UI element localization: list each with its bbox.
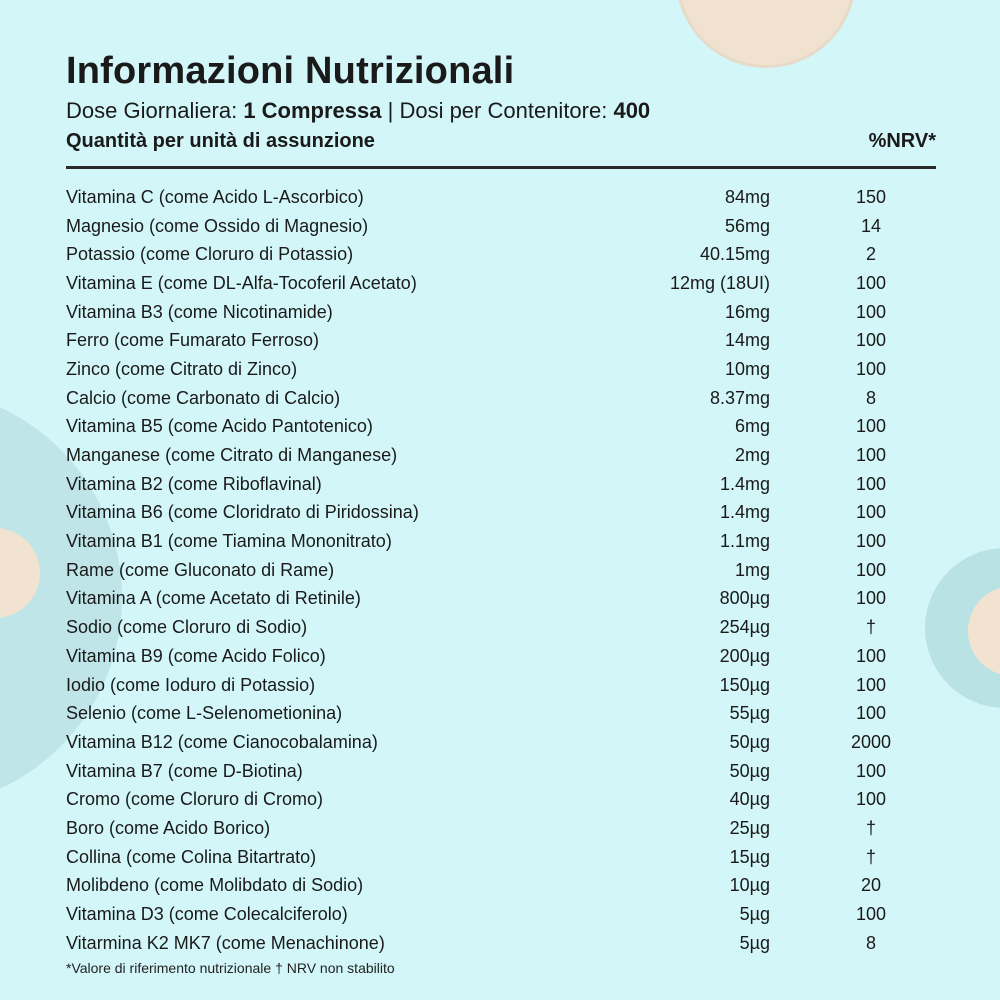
nutrient-name: Vitamina B9 (come Acido Folico) bbox=[66, 645, 326, 666]
table-row bbox=[66, 556, 936, 585]
table-row bbox=[66, 470, 936, 499]
nutrient-nrv: 100 bbox=[855, 559, 887, 580]
nutrient-amount: 10µg bbox=[729, 875, 770, 896]
nutrient-nrv: 100 bbox=[855, 789, 887, 810]
nutrient-name: Boro (come Acido Borico) bbox=[66, 817, 271, 838]
table-row bbox=[66, 326, 936, 355]
nutrient-amount: 16mg bbox=[724, 301, 770, 322]
nutrient-nrv: 2 bbox=[865, 244, 876, 265]
nutrient-name: Vitamina B5 (come Acido Pantotenico) bbox=[66, 416, 373, 437]
nutrient-amount: 50µg bbox=[729, 731, 770, 752]
table-row bbox=[66, 699, 936, 728]
nutrient-amount: 84mg bbox=[724, 186, 770, 207]
nutrient-amount: 6mg bbox=[734, 416, 770, 437]
nutrient-name: Molibdeno (come Molibdato di Sodio) bbox=[66, 875, 364, 896]
nutrient-nrv: 8 bbox=[865, 387, 876, 408]
nutrient-nrv: 100 bbox=[855, 272, 887, 293]
nutrient-amount: 40µg bbox=[729, 789, 770, 810]
nutrient-amount: 8.37mg bbox=[709, 387, 770, 408]
nutrient-name: Collina (come Colina Bitartrato) bbox=[66, 846, 317, 867]
nutrient-name: Vitamina A (come Acetato di Retinile) bbox=[66, 588, 361, 609]
nutrient-amount: 40.15mg bbox=[699, 244, 770, 265]
nutrient-name: Vitamina D3 (come Colecalciferolo) bbox=[66, 904, 348, 925]
nutrient-name: Vitarmina K2 MK7 (come Menachinone) bbox=[66, 932, 385, 953]
nutrient-amount: 56mg bbox=[724, 215, 770, 236]
nutrient-nrv: 100 bbox=[855, 760, 887, 781]
nutrient-name: Vitamina B1 (come Tiamina Mononitrato) bbox=[66, 531, 392, 552]
nutrient-name: Manganese (come Citrato di Manganese) bbox=[66, 445, 398, 466]
nutrient-amount: 2mg bbox=[734, 445, 770, 466]
nutrient-nrv: † bbox=[865, 846, 876, 867]
nutrient-name: Vitamina B12 (come Cianocobalamina) bbox=[66, 731, 378, 752]
table-row bbox=[66, 671, 936, 700]
nutrient-name: Zinco (come Citrato di Zinco) bbox=[66, 358, 298, 379]
table-row bbox=[66, 269, 936, 298]
nutrient-amount: 5µg bbox=[739, 932, 770, 953]
table-row bbox=[66, 212, 936, 241]
nutrient-name: Ferro (come Fumarato Ferroso) bbox=[66, 330, 320, 351]
nutrient-amount: 1mg bbox=[734, 559, 770, 580]
nutrient-nrv: 100 bbox=[855, 358, 887, 379]
nutrient-nrv: 100 bbox=[855, 330, 887, 351]
nutrient-name: Cromo (come Cloruro di Cromo) bbox=[66, 789, 324, 810]
nutrient-name: Iodio (come Ioduro di Potassio) bbox=[66, 674, 316, 695]
nutrient-nrv: 100 bbox=[855, 703, 887, 724]
nutrient-name: Rame (come Gluconato di Rame) bbox=[66, 559, 335, 580]
table-row bbox=[66, 929, 936, 958]
nutrient-amount: 15µg bbox=[729, 846, 770, 867]
table-row bbox=[66, 527, 936, 556]
nrv-column-header: %NRV* bbox=[868, 130, 936, 152]
nutrient-nrv: 100 bbox=[855, 301, 887, 322]
table-row bbox=[66, 585, 936, 614]
table-row bbox=[66, 843, 936, 872]
nutrient-nrv: 100 bbox=[855, 904, 887, 925]
nutrient-table bbox=[66, 183, 936, 958]
table-row bbox=[66, 240, 936, 269]
table-row bbox=[66, 814, 936, 843]
nutrient-nrv: 100 bbox=[855, 645, 887, 666]
nutrient-amount: 800µg bbox=[719, 588, 770, 609]
nutrient-name: Calcio (come Carbonato di Calcio) bbox=[66, 387, 341, 408]
nutrient-nrv: † bbox=[865, 617, 876, 638]
nutrient-nrv: 100 bbox=[855, 473, 887, 494]
nutrient-nrv: 8 bbox=[865, 932, 876, 953]
daily-dose-label: Dose Giornaliera: bbox=[66, 98, 244, 123]
nutrition-facts-panel bbox=[66, 48, 936, 958]
table-row bbox=[66, 757, 936, 786]
nutrient-name: Vitamina C (come Acido L-Ascorbico) bbox=[66, 186, 364, 207]
daily-dose-value: 1 Compressa bbox=[243, 98, 382, 123]
nutrient-amount: 10mg bbox=[724, 358, 770, 379]
nutrient-name: Sodio (come Cloruro di Sodio) bbox=[66, 617, 308, 638]
nutrient-amount: 50µg bbox=[729, 760, 770, 781]
table-row bbox=[66, 499, 936, 528]
nutrient-name: Magnesio (come Ossido di Magnesio) bbox=[66, 215, 369, 236]
table-row bbox=[66, 298, 936, 327]
nutrient-amount: 200µg bbox=[719, 645, 770, 666]
nutrient-nrv: 150 bbox=[855, 186, 887, 207]
nutrient-nrv: 100 bbox=[855, 445, 887, 466]
nutrient-nrv: 100 bbox=[855, 531, 887, 552]
nutrient-nrv: 100 bbox=[855, 674, 887, 695]
table-row bbox=[66, 613, 936, 642]
table-row bbox=[66, 413, 936, 442]
nutrient-name: Vitamina B3 (come Nicotinamide) bbox=[66, 301, 333, 322]
nutrient-nrv: 100 bbox=[855, 588, 887, 609]
amount-column-header: Quantità per unità di assunzione bbox=[66, 130, 375, 152]
table-row bbox=[66, 642, 936, 671]
nutrient-nrv: 20 bbox=[860, 875, 882, 896]
table-row bbox=[66, 785, 936, 814]
nutrient-amount: 150µg bbox=[719, 674, 770, 695]
nutrient-nrv: 100 bbox=[855, 416, 887, 437]
table-row bbox=[66, 384, 936, 413]
nutrient-amount: 254µg bbox=[719, 617, 770, 638]
page-title: Informazioni Nutrizionali bbox=[66, 50, 515, 92]
nutrient-amount: 5µg bbox=[739, 904, 770, 925]
table-header bbox=[66, 126, 936, 169]
nutrient-amount: 12mg (18UI) bbox=[669, 272, 770, 293]
nutrient-nrv: 2000 bbox=[850, 731, 892, 752]
nutrient-amount: 25µg bbox=[729, 817, 770, 838]
nutrient-amount: 1.1mg bbox=[719, 531, 770, 552]
nutrient-name: Vitamina B6 (come Cloridrato di Piridossina) bbox=[66, 502, 419, 523]
table-row bbox=[66, 872, 936, 901]
serving-separator: | bbox=[381, 98, 400, 123]
table-row bbox=[66, 355, 936, 384]
nutrient-name: Potassio (come Cloruro di Potassio) bbox=[66, 244, 354, 265]
nutrient-name: Vitamina E (come DL-Alfa-Tocoferil Acetato) bbox=[66, 272, 417, 293]
nutrient-amount: 1.4mg bbox=[719, 473, 770, 494]
nutrient-name: Selenio (come L-Selenometionina) bbox=[66, 703, 343, 724]
nutrient-name: Vitamina B7 (come D-Biotina) bbox=[66, 760, 303, 781]
nutrient-amount: 1.4mg bbox=[719, 502, 770, 523]
servings-per-container-value: 400 bbox=[613, 98, 651, 123]
table-row bbox=[66, 441, 936, 470]
servings-per-container-label: Dosi per Contenitore: bbox=[399, 98, 614, 123]
nutrient-nrv: 14 bbox=[860, 215, 882, 236]
table-row bbox=[66, 900, 936, 929]
serving-info bbox=[66, 96, 936, 126]
footnote: *Valore di riferimento nutrizionale † NRV non stabilito bbox=[66, 960, 395, 976]
nutrient-nrv: † bbox=[865, 817, 876, 838]
nutrient-name: Vitamina B2 (come Riboflavinal) bbox=[66, 473, 322, 494]
table-row bbox=[66, 183, 936, 212]
nutrient-amount: 14mg bbox=[724, 330, 770, 351]
nutrient-amount: 55µg bbox=[729, 703, 770, 724]
table-row bbox=[66, 728, 936, 757]
nutrient-nrv: 100 bbox=[855, 502, 887, 523]
